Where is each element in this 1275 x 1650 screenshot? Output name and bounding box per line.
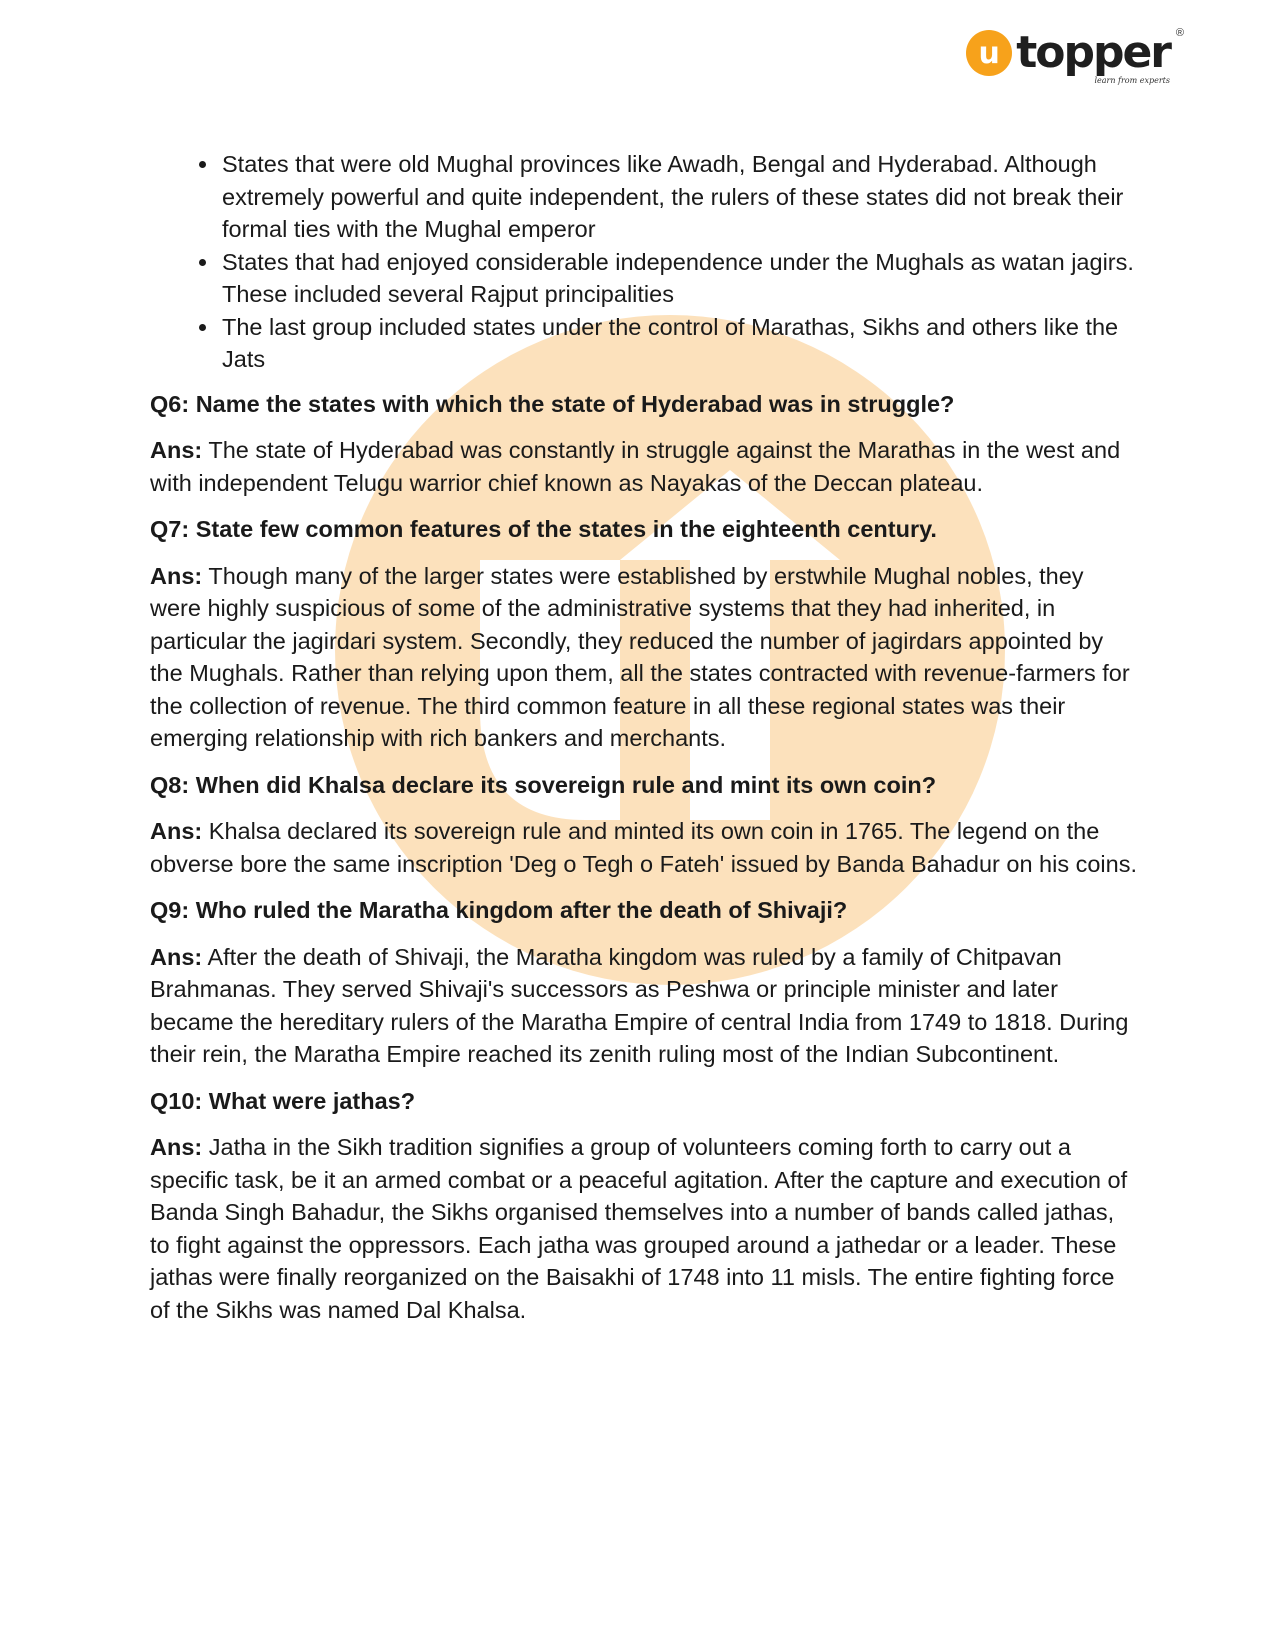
question-heading: Q10: What were jathas? (150, 1087, 416, 1114)
qa-block-q7 (150, 513, 1140, 755)
qa-block-q6 (150, 388, 1140, 500)
question-heading: Q6: Name the states with which the state of Hyderabad was in struggle? (150, 390, 955, 417)
answer-label: Ans: (150, 818, 203, 844)
answer-text: After the death of Shivaji, the Maratha kingdom was ruled by a family of Chitpavan Brahmanas. They served Shivaji's successors as Peshwa or principle minister and later became the hereditary rulers of the Maratha Empire of central India from 1749 to 1818. During their rein, the Maratha Empire reached its zenith ruling most of the Indian Subcontinent. (150, 943, 1129, 1067)
logo-mark-icon (966, 30, 1012, 76)
question-heading: Q8: When did Khalsa declare its sovereign rule and mint its own coin? (150, 771, 937, 798)
logo-tagline: learn from experts (1094, 76, 1170, 85)
answer-label: Ans: (150, 943, 203, 970)
list-item: • States that had enjoyed considerable independence under the Mughals as watan jagirs. These included several Rajput principalities (220, 246, 1140, 311)
qa-block-q9 (150, 894, 1140, 1071)
answer-paragraph (150, 434, 1140, 499)
logo-mark-letter: u (978, 35, 1000, 71)
logo-text: topper (1016, 27, 1170, 78)
answer-paragraph (150, 560, 1140, 755)
answer-text: Khalsa declared its sovereign rule and minted its own coin in 1765. The legend on the obverse bore the same inscription 'Deg o Tegh o Fateh' issued by Banda Bahadur on his coins. (150, 818, 1137, 877)
logo-wordmark (1016, 27, 1184, 85)
answer-paragraph (150, 1131, 1140, 1326)
list-item: • The last group included states under the control of Marathas, Sikhs and others like the Jats (220, 311, 1140, 376)
qa-block-q10 (150, 1085, 1140, 1327)
document-body (150, 148, 1140, 1340)
answer-text: Jatha in the Sikh tradition signifies a group of volunteers coming forth to carry out a specific task, be it an armed combat or a peaceful agitation. After the capture and execution of Banda Singh Bahadur, the Sikhs organised themselves into a number of bands called jathas, to fight against the oppressors. Each jatha was grouped around a jathedar or a leader. These jathas were finally reorganized on the Baisakhi of 1748 into 11 misls. The entire fighting force of the Sikhs was named Dal Khalsa. (150, 1134, 1128, 1323)
registered-mark: ® (1175, 27, 1184, 39)
qa-block-q8 (150, 769, 1140, 881)
answer-paragraph (150, 815, 1140, 880)
question-heading: Q7: State few common features of the states in the eighteenth century. (150, 516, 937, 542)
answer-text: Though many of the larger states were established by erstwhile Mughal nobles, they were highly suspicious of some of the administrative systems that they had inherited, in particular the jagirdari system. Secondly, they reduced the number of jagirdars appointed by the Mughals. Rather than relying upon them, all the states contracted with revenue-farmers for the collection of revenue. The third common feature in all these regional states was their emerging relationship with rich bankers and merchants. (150, 562, 1130, 751)
list-item: • States that were old Mughal provinces like Awadh, Bengal and Hyderabad. Although extremely powerful and quite independent, the rulers of these states did not break their formal ties with the Mughal emperor (220, 148, 1140, 246)
state-groups-list (150, 148, 1140, 376)
answer-label: Ans: (150, 437, 203, 463)
brand-logo (966, 27, 1184, 85)
answer-label: Ans: (150, 1134, 203, 1160)
answer-label: Ans: (150, 562, 203, 589)
question-heading: Q9: Who ruled the Maratha kingdom after the death of Shivaji? (150, 897, 848, 923)
answer-text: The state of Hyderabad was constantly in struggle against the Marathas in the west and with independent Telugu warrior chief known as Nayakas of the Deccan plateau. (150, 437, 1121, 496)
answer-paragraph (150, 941, 1140, 1071)
